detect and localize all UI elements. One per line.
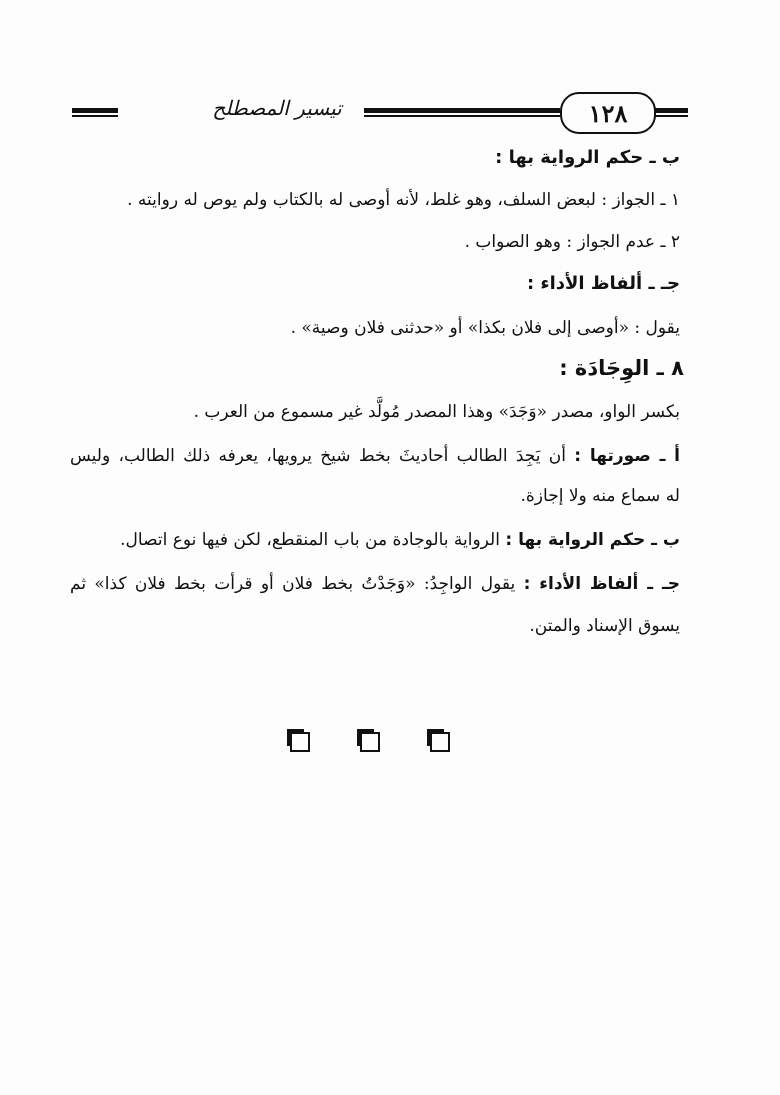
header-rule-middle (364, 108, 560, 113)
paragraph-line (194, 400, 680, 424)
header-rule-left-thin (72, 115, 118, 117)
subheading-ruling (495, 146, 680, 170)
square-icon (360, 732, 380, 752)
heading-text: جـ ـ ألفاظ الأداء : (526, 273, 680, 294)
line-text: له سماع منه ولا إجازة. (520, 486, 680, 506)
paragraph-line (120, 528, 680, 552)
lead-label: أ ـ صورتها : (574, 446, 681, 466)
paragraph-line (529, 614, 680, 638)
page-header (68, 88, 688, 134)
paragraph-line (291, 316, 680, 340)
square-icon (290, 732, 310, 752)
paragraph-line (127, 188, 680, 212)
line-text: بكسر الواو، مصدر «وَجَدَ» وهذا المصدر مُولَّد غير مسموع من العرب . (193, 402, 680, 422)
line-text: الرواية بالوجادة من باب المنقطع، لكن فيها نوع اتصال. (120, 530, 500, 550)
lead-label: جـ ـ ألفاظ الأداء : (523, 574, 681, 594)
paragraph-line (465, 230, 680, 254)
heading-text: ب ـ حكم الرواية بها : (495, 147, 680, 168)
section-heading-wijada (559, 356, 684, 380)
line-text: يقول : «أوصى إلى فلان بكذا» أو «حدثنى فلان وصية» . (290, 318, 680, 338)
heading-text: ٨ ـ الوِجَادَة : (559, 356, 684, 380)
subheading-wording (527, 272, 680, 296)
header-rule-right (654, 108, 688, 113)
line-text: يقول الواجِدُ: «وَجَدْتُ بخط فلان أو قرأت بخط فلان كذا» ثم (70, 574, 516, 594)
line-text: ٢ ـ عدم الجواز : وهو الصواب . (464, 232, 680, 252)
paragraph-line (70, 444, 680, 468)
header-rule-middle-thin (364, 115, 560, 117)
lead-label: ب ـ حكم الرواية بها : (505, 530, 680, 550)
line-text: ١ ـ الجواز : لبعض السلف، وهو غلط، لأنه أوصى له بالكتاب ولم يوص له روايته . (127, 190, 680, 210)
line-text: يسوق الإسناد والمتن. (529, 616, 680, 636)
paragraph-line (70, 572, 680, 596)
line-text: أن يَجِدَ الطالب أحاديثَ بخط شيخ يرويها، يعرفه ذلك الطالب، وليس (70, 446, 566, 466)
section-end-marks (284, 728, 454, 752)
paragraph-line (521, 484, 681, 508)
running-title: تيسير المصطلح (212, 96, 342, 120)
square-icon (430, 732, 450, 752)
header-rule-right-thin (654, 115, 688, 117)
page-number: ١٢٨ (560, 92, 656, 134)
header-rule-left (72, 108, 118, 113)
